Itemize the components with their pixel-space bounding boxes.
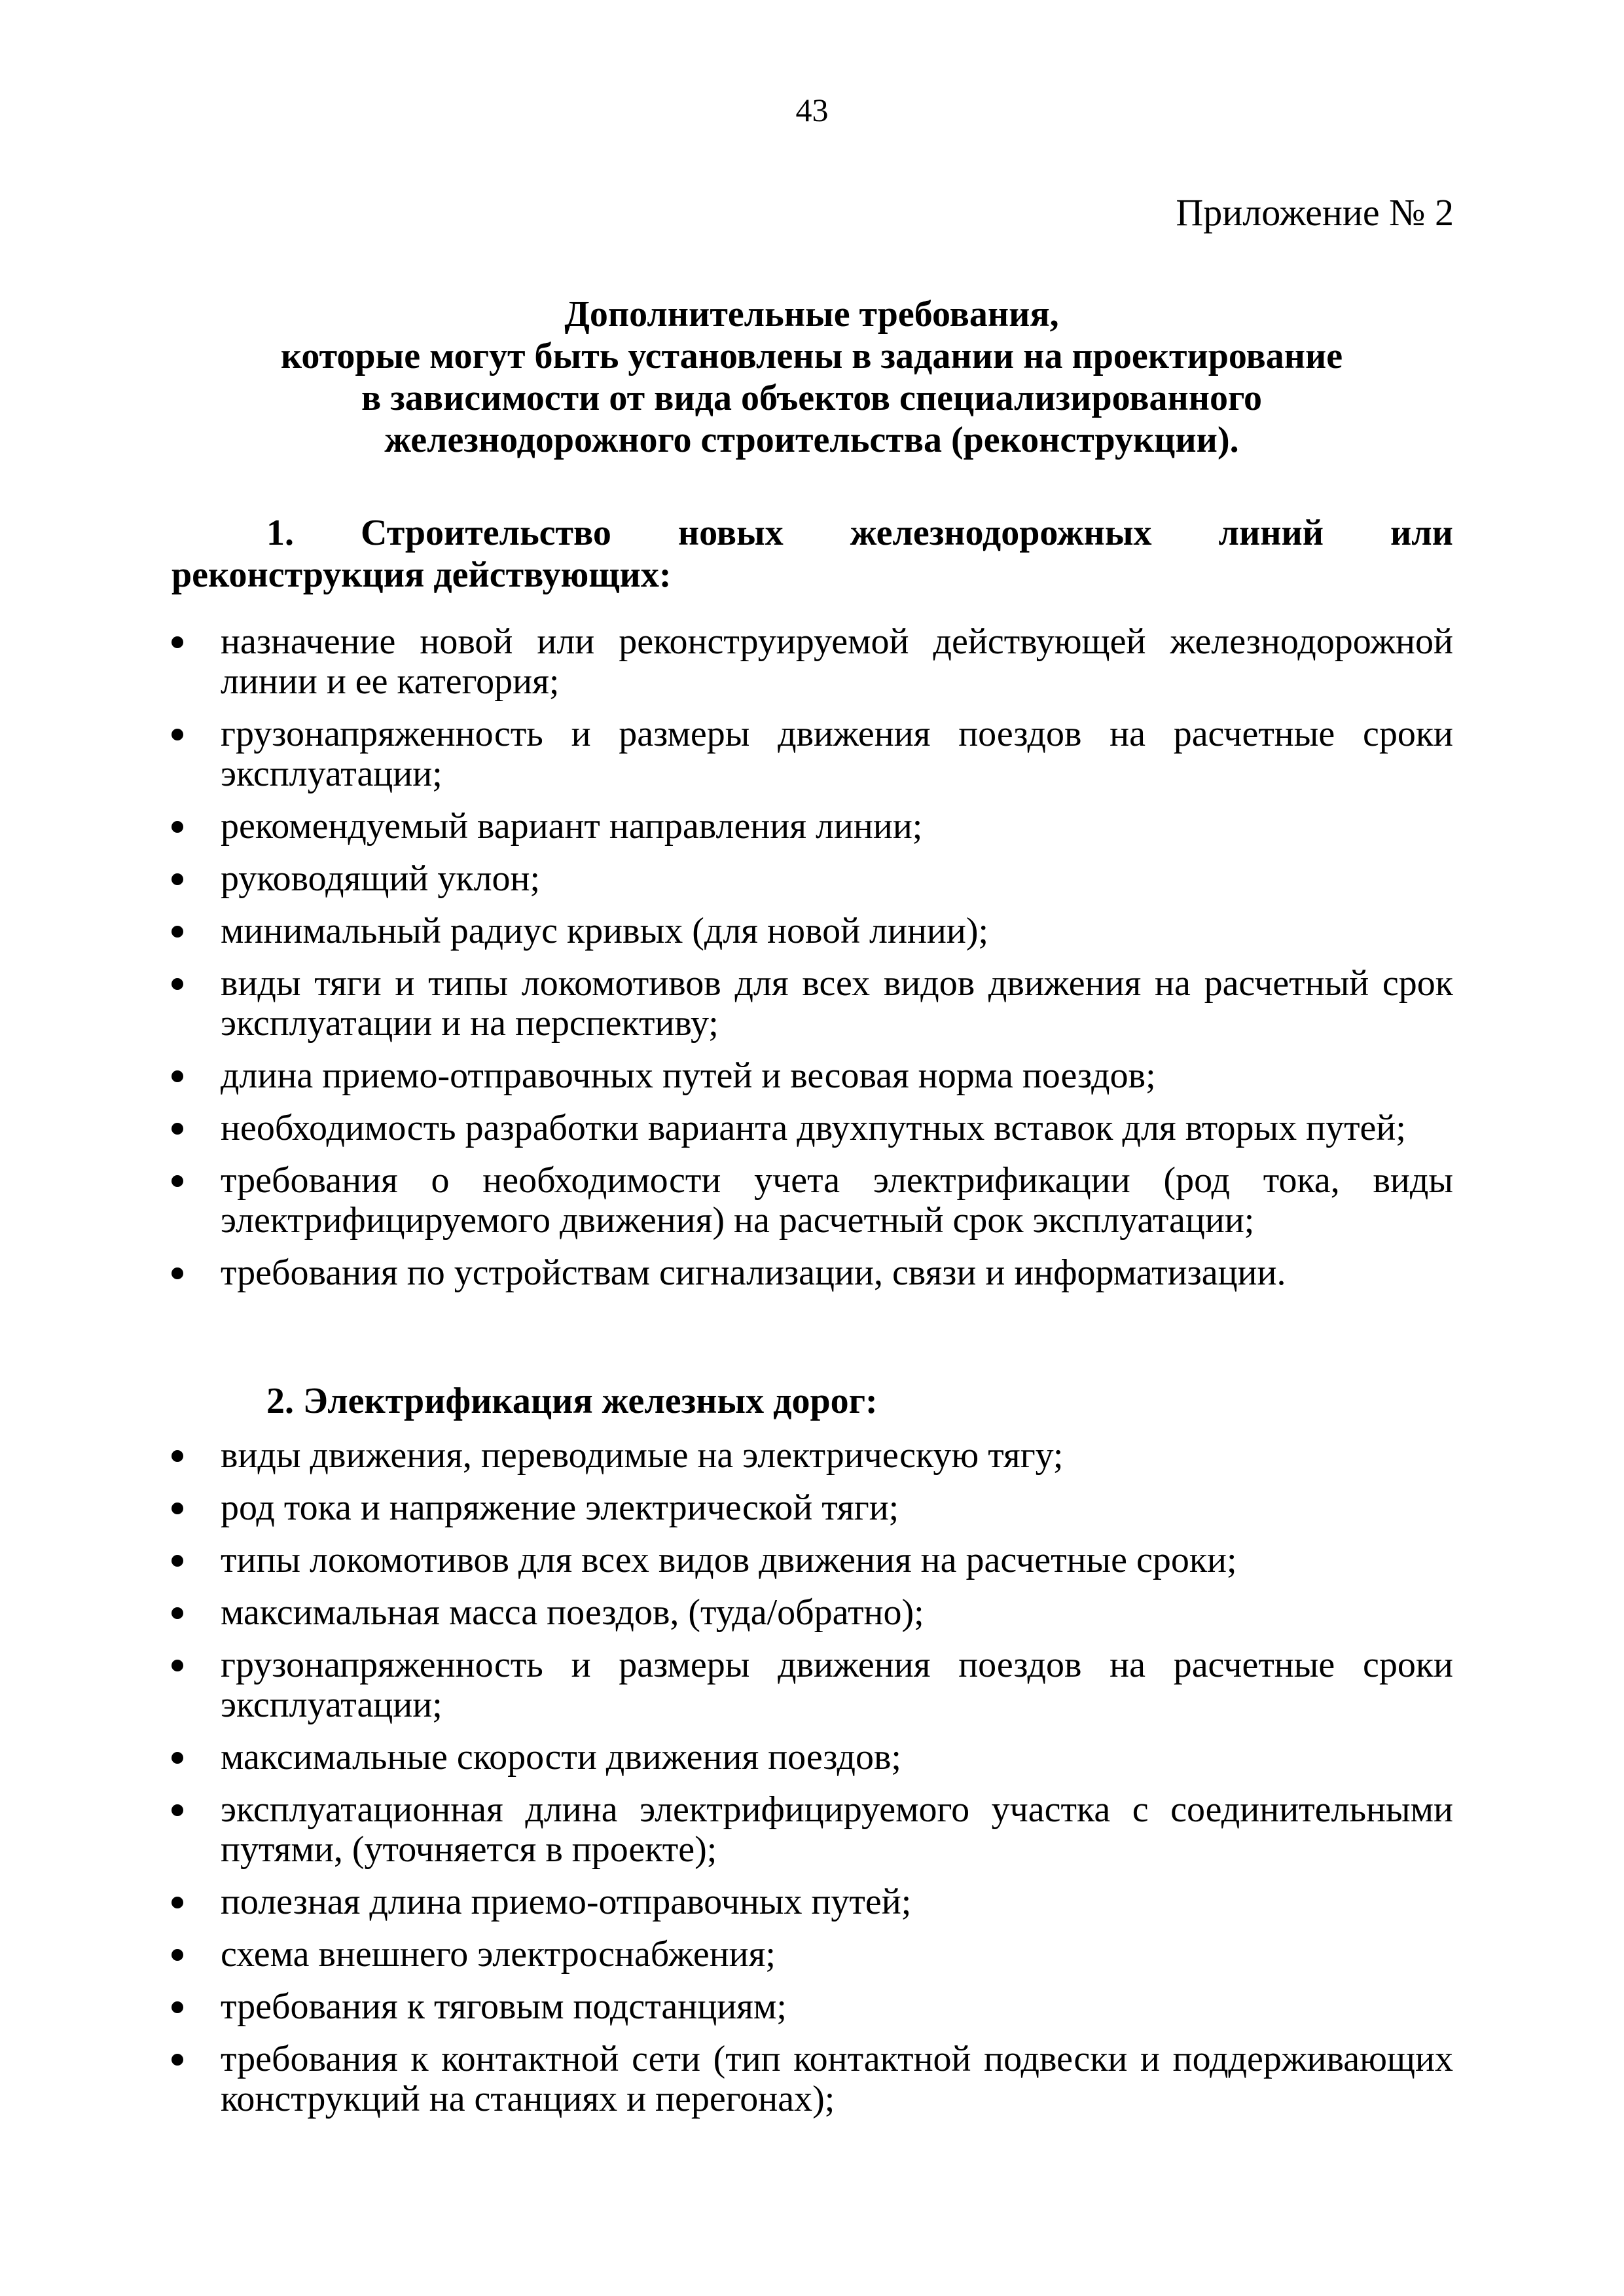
list-item xyxy=(171,714,1453,794)
list-item xyxy=(171,859,1453,899)
list-item xyxy=(171,2039,1453,2119)
heading-word: линий xyxy=(1218,513,1324,553)
bullet-icon xyxy=(171,2001,183,2013)
list-item-text: типы локомотивов для всех видов движения на расчетные сроки; xyxy=(221,1540,1237,1580)
list-item xyxy=(171,1790,1453,1870)
list-item xyxy=(171,1987,1453,2027)
bullet-icon xyxy=(171,926,183,938)
list-item xyxy=(171,1488,1453,1528)
list-item-text: грузонапряженность и размеры движения поездов на расчетные сроки эксплуатации; xyxy=(221,1645,1453,1725)
list-item-text: полезная длина приемо-отправочных путей; xyxy=(221,1882,912,1922)
list-item xyxy=(171,1645,1453,1725)
bullet-icon xyxy=(171,1949,183,1961)
bullet-icon xyxy=(171,2054,183,2066)
list-item-text: грузонапряженность и размеры движения поездов на расчетные сроки эксплуатации; xyxy=(221,714,1453,794)
bullet-icon xyxy=(171,1267,183,1279)
list-item-text: максимальная масса поездов, (туда/обратно); xyxy=(221,1592,924,1633)
bullet-icon xyxy=(171,1175,183,1187)
bullet-icon xyxy=(171,1503,183,1514)
list-item xyxy=(171,1436,1453,1476)
list-item-text: эксплуатационная длина электрифицируемого участка с соединительными путями, (уточняется в проекте); xyxy=(221,1789,1453,1870)
bullet-icon xyxy=(171,1123,183,1135)
list-item-text: минимальный радиус кривых (для новой линии); xyxy=(221,911,989,951)
bullet-icon xyxy=(171,1752,183,1764)
list-item-text: руководящий уклон; xyxy=(221,858,541,899)
list-item xyxy=(171,622,1453,702)
heading-word: новых xyxy=(677,513,784,553)
bullet-icon xyxy=(171,873,183,885)
bullet-icon xyxy=(171,1450,183,1462)
list-item-text: схема внешнего электроснабжения; xyxy=(221,1934,776,1975)
section-1-list xyxy=(171,622,1453,1305)
title-line: Дополнительные требования, xyxy=(564,294,1059,335)
section-2-list xyxy=(171,1436,1453,2132)
bullet-icon xyxy=(171,1555,183,1567)
page-number: 43 xyxy=(795,92,829,128)
list-item-text: требования к тяговым подстанциям; xyxy=(221,1986,787,2027)
section-1-heading-line-2: реконструкция действующих: xyxy=(171,555,672,595)
section-2-heading-text: 2. Электрификация железных дорог: xyxy=(266,1381,878,1421)
title-line: которые могут быть установлены в задании на проектирование xyxy=(280,336,1343,376)
section-1-heading xyxy=(171,512,1453,596)
bullet-icon xyxy=(171,1804,183,1816)
list-item xyxy=(171,1593,1453,1633)
list-item xyxy=(171,911,1453,951)
list-item-text: необходимость разработки варианта двухпутных вставок для вторых путей; xyxy=(221,1108,1406,1148)
heading-word: 1. xyxy=(266,513,294,553)
list-item-text: рекомендуемый вариант направления линии; xyxy=(221,806,923,847)
list-item-text: длина приемо-отправочных путей и весовая норма поездов; xyxy=(221,1055,1156,1096)
document-title xyxy=(131,293,1492,461)
list-item xyxy=(171,1161,1453,1241)
appendix-label: Приложение № 2 xyxy=(1176,191,1454,234)
bullet-icon xyxy=(171,636,183,648)
bullet-icon xyxy=(171,729,183,740)
list-item xyxy=(171,964,1453,1044)
list-item xyxy=(171,1935,1453,1975)
list-item xyxy=(171,1882,1453,1922)
heading-word: Строительство xyxy=(360,513,611,553)
bullet-icon xyxy=(171,821,183,833)
list-item-text: виды движения, переводимые на электрическую тягу; xyxy=(221,1435,1064,1476)
list-item-text: максимальные скорости движения поездов; xyxy=(221,1737,901,1777)
list-item xyxy=(171,1108,1453,1148)
heading-word: железнодорожных xyxy=(850,513,1152,553)
list-item-text: требования о необходимости учета электрификации (род тока, виды электрифицируемого движения) на расчетный срок эксплуатации; xyxy=(221,1160,1453,1241)
list-item-text: требования по устройствам сигнализации, связи и информатизации. xyxy=(221,1252,1286,1293)
list-item xyxy=(171,1056,1453,1096)
list-item-text: род тока и напряжение электрической тяги; xyxy=(221,1487,899,1528)
list-item xyxy=(171,1738,1453,1777)
list-item-text: назначение новой или реконструируемой действующей железнодорожной линии и ее категория; xyxy=(221,621,1453,702)
bullet-icon xyxy=(171,1660,183,1671)
section-2-heading xyxy=(171,1380,1453,1422)
heading-word: или xyxy=(1390,513,1453,553)
bullet-icon xyxy=(171,1607,183,1619)
title-line: железнодорожного строительства (реконструкции). xyxy=(384,420,1239,460)
title-line: в зависимости от вида объектов специализированного xyxy=(361,378,1263,418)
bullet-icon xyxy=(171,978,183,990)
list-item xyxy=(171,807,1453,847)
list-item xyxy=(171,1540,1453,1580)
bullet-icon xyxy=(171,1070,183,1082)
section-1-heading-line-1 xyxy=(171,512,1453,554)
bullet-icon xyxy=(171,1897,183,1908)
list-item-text: виды тяги и типы локомотивов для всех видов движения на расчетный срок эксплуатации и на перспективу; xyxy=(221,963,1453,1044)
list-item xyxy=(171,1253,1453,1293)
list-item-text: требования к контактной сети (тип контактной подвески и поддерживающих конструкций на станциях и перегонах); xyxy=(221,2039,1453,2119)
